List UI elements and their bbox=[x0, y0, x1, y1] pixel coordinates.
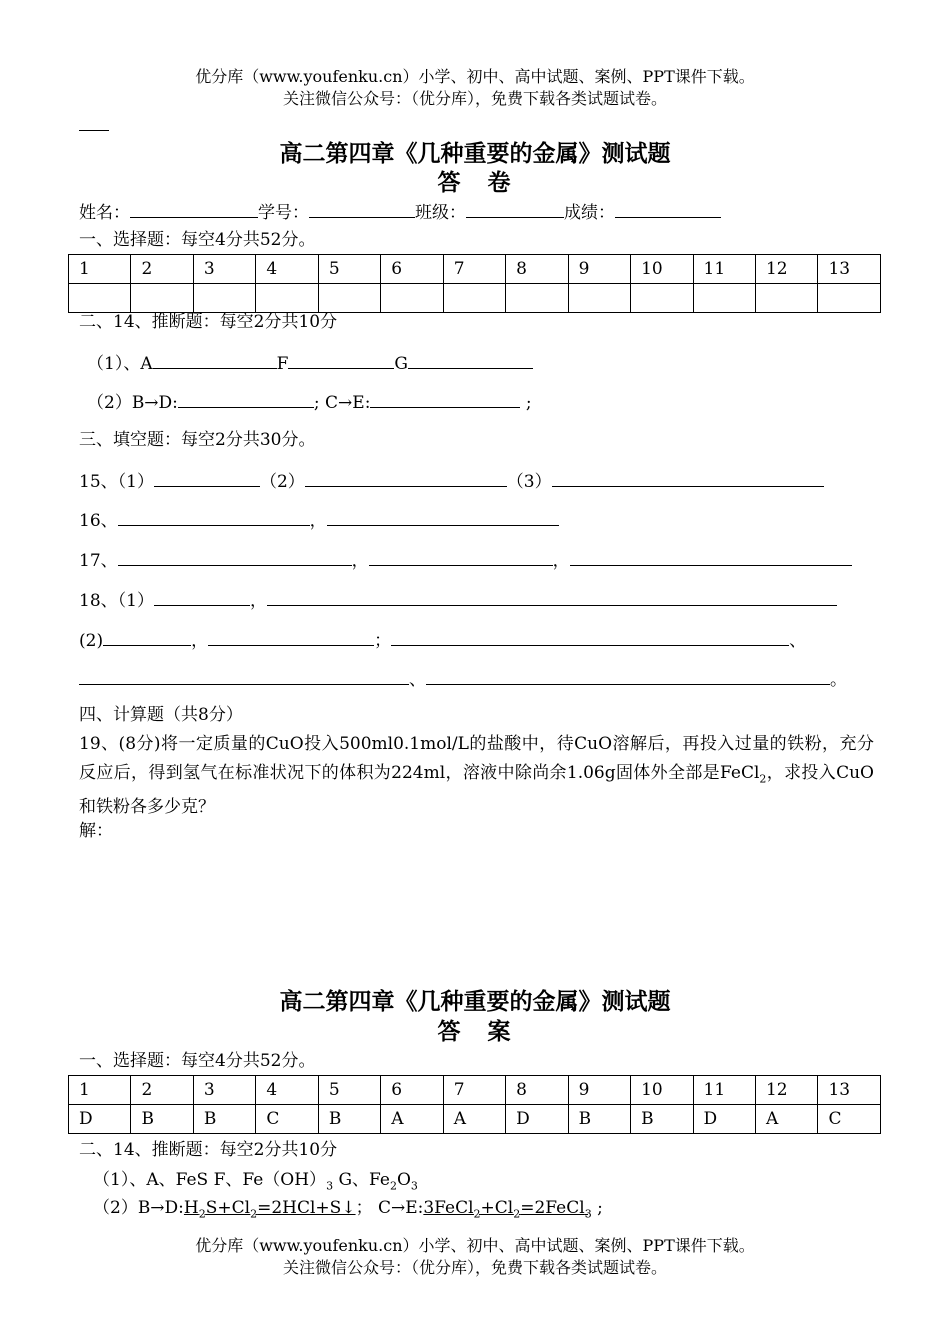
blank-18-3[interactable] bbox=[103, 628, 191, 646]
key-section2-heading: 二、14、推断题：每空2分共10分 bbox=[79, 1140, 338, 1160]
id-field[interactable] bbox=[309, 200, 415, 218]
q15-2-label: （2） bbox=[259, 472, 305, 492]
table-cell: 5 bbox=[318, 1076, 380, 1105]
blank-17-1[interactable] bbox=[118, 548, 352, 566]
subscript: 3 bbox=[584, 1207, 592, 1221]
score-field[interactable] bbox=[615, 200, 721, 218]
table-cell: D bbox=[506, 1105, 568, 1134]
class-field[interactable] bbox=[466, 200, 564, 218]
eq-part: 3FeCl bbox=[423, 1198, 474, 1218]
q14-part1 bbox=[87, 351, 533, 375]
site-header-line1: 优分库（www.youfenku.cn）小学、初中、高中试题、案例、PPT课件下载。 bbox=[195, 67, 755, 86]
table-row bbox=[69, 1076, 881, 1105]
subscript: 2 bbox=[250, 1207, 258, 1221]
table-cell: 1 bbox=[69, 1076, 131, 1105]
comma: ， bbox=[191, 631, 209, 651]
blank-ce[interactable] bbox=[370, 390, 520, 408]
answer-cell[interactable] bbox=[131, 284, 193, 313]
blank-16-2[interactable] bbox=[327, 508, 559, 526]
blank-bd[interactable] bbox=[178, 390, 314, 408]
name-field[interactable] bbox=[130, 200, 258, 218]
solve-label: 解： bbox=[79, 821, 113, 841]
table-cell: A bbox=[755, 1105, 817, 1134]
q14-part2 bbox=[87, 390, 532, 414]
blank-g[interactable] bbox=[408, 351, 533, 369]
table-cell: 11 bbox=[693, 255, 755, 284]
table-cell: 2 bbox=[131, 255, 193, 284]
table-cell: 12 bbox=[755, 255, 817, 284]
equation-bd bbox=[183, 1198, 356, 1221]
q19-text-b: ，求投入CuO和铁粉各多少克？ bbox=[79, 763, 874, 818]
key-q14-2-label: （2）B→D: bbox=[93, 1198, 184, 1218]
subscript: 3 bbox=[326, 1179, 334, 1193]
comma: ， bbox=[309, 511, 327, 531]
table-cell: A bbox=[443, 1105, 505, 1134]
table-cell: 8 bbox=[506, 255, 568, 284]
q18-part3 bbox=[79, 667, 847, 691]
table-cell: 10 bbox=[631, 255, 693, 284]
subscript: 3 bbox=[410, 1179, 418, 1193]
section1-heading: 一、选择题：每空4分共52分。 bbox=[79, 230, 316, 250]
eq-part: =2HCl+S↓ bbox=[257, 1198, 356, 1218]
table-cell: 13 bbox=[818, 255, 881, 284]
table-cell: 8 bbox=[506, 1076, 568, 1105]
blank-15-2[interactable] bbox=[305, 469, 507, 487]
answer-cell[interactable] bbox=[631, 284, 693, 313]
table-cell: 6 bbox=[381, 255, 443, 284]
key-q14-1-a: （1）、A、FeS F、Fe（OH） bbox=[93, 1170, 327, 1190]
table-cell: 12 bbox=[755, 1076, 817, 1105]
q16 bbox=[79, 508, 559, 532]
answer-cell[interactable] bbox=[381, 284, 443, 313]
table-cell: D bbox=[693, 1105, 755, 1134]
answer-cell[interactable] bbox=[193, 284, 255, 313]
table-cell: 6 bbox=[381, 1076, 443, 1105]
blank-15-1[interactable] bbox=[154, 469, 260, 487]
table-cell: D bbox=[69, 1105, 131, 1134]
blank-17-2[interactable] bbox=[369, 548, 553, 566]
table-cell: B bbox=[193, 1105, 255, 1134]
table-row bbox=[69, 1105, 881, 1134]
end-semicolon: ; bbox=[520, 393, 532, 413]
answer-cell[interactable] bbox=[443, 284, 505, 313]
period: 。 bbox=[830, 670, 847, 690]
q18-2-label: (2) bbox=[79, 631, 104, 651]
q17-label: 17、 bbox=[79, 551, 118, 571]
q14-part1-label: （1）、A bbox=[87, 354, 153, 374]
table-cell: 5 bbox=[318, 255, 380, 284]
answer-cell[interactable] bbox=[69, 284, 131, 313]
q18-label: 18、（1） bbox=[79, 591, 154, 611]
class-label: 班级： bbox=[415, 203, 466, 223]
table-cell: 13 bbox=[818, 1076, 881, 1105]
table-cell: A bbox=[381, 1105, 443, 1134]
blank-18-1[interactable] bbox=[154, 588, 250, 606]
comma: ， bbox=[351, 551, 369, 571]
subscript: 2 bbox=[389, 1179, 397, 1193]
section2-heading: 二、14、推断题：每空2分共10分 bbox=[79, 312, 338, 332]
table-cell: C bbox=[818, 1105, 881, 1134]
dun-mark: 、 bbox=[409, 670, 426, 690]
table-cell: 11 bbox=[693, 1076, 755, 1105]
table-cell: 4 bbox=[256, 1076, 318, 1105]
subscript: 2 bbox=[513, 1207, 521, 1221]
answer-key-title: 高二第四章《几种重要的金属》测试题 bbox=[279, 989, 671, 1015]
site-header-line2: 关注微信公众号：（优分库），免费下载各类试题试卷。 bbox=[282, 89, 667, 108]
dun-mark: 、 bbox=[789, 631, 807, 651]
eq-part: +Cl bbox=[480, 1198, 514, 1218]
table-cell: B bbox=[568, 1105, 630, 1134]
key-q14-part2 bbox=[93, 1197, 603, 1225]
label-f: F bbox=[276, 354, 289, 374]
table-cell: 10 bbox=[631, 1076, 693, 1105]
q17 bbox=[79, 548, 852, 572]
answer-cell[interactable] bbox=[693, 284, 755, 313]
answer-cell[interactable] bbox=[755, 284, 817, 313]
answer-cell[interactable] bbox=[506, 284, 568, 313]
answer-sheet-title: 高二第四章《几种重要的金属》测试题 bbox=[279, 141, 671, 167]
subscript: 2 bbox=[198, 1207, 206, 1221]
table-cell: 3 bbox=[193, 255, 255, 284]
table-cell: B bbox=[631, 1105, 693, 1134]
answer-sheet-choice-table bbox=[68, 254, 881, 313]
table-cell: 7 bbox=[443, 255, 505, 284]
semicolon: ； bbox=[374, 631, 392, 651]
blank-18-7[interactable] bbox=[426, 667, 830, 685]
section3-heading: 三、填空题：每空2分共30分。 bbox=[79, 430, 316, 450]
short-dash bbox=[79, 130, 109, 131]
blank-16-1[interactable] bbox=[118, 508, 310, 526]
id-label: 学号： bbox=[258, 203, 309, 223]
answer-key-choice-table bbox=[68, 1075, 881, 1134]
blank-18-2[interactable] bbox=[267, 588, 837, 606]
answer-key-subtitle: 答 案 bbox=[437, 1019, 513, 1045]
key-q14-part1 bbox=[93, 1169, 418, 1197]
table-cell: 1 bbox=[69, 255, 131, 284]
table-cell: 7 bbox=[443, 1076, 505, 1105]
table-cell: 9 bbox=[568, 1076, 630, 1105]
label-ce: ; C→E: bbox=[313, 393, 371, 413]
blank-18-6[interactable] bbox=[79, 667, 409, 685]
site-footer-line2: 关注微信公众号：（优分库），免费下载各类试题试卷。 bbox=[282, 1258, 667, 1277]
eq-part: H bbox=[183, 1198, 199, 1218]
equation-ce bbox=[423, 1198, 592, 1221]
label-g: G bbox=[394, 354, 408, 374]
section4-heading: 四、计算题（共8分） bbox=[79, 705, 243, 725]
q19-text bbox=[79, 730, 874, 822]
answer-sheet-subtitle: 答 卷 bbox=[437, 170, 513, 196]
blank-15-3[interactable] bbox=[552, 469, 824, 487]
table-cell: B bbox=[131, 1105, 193, 1134]
comma: ， bbox=[249, 591, 267, 611]
key-section1-heading: 一、选择题：每空4分共52分。 bbox=[79, 1051, 316, 1071]
blank-18-4[interactable] bbox=[208, 628, 374, 646]
key-q14-2-end: ; bbox=[591, 1198, 603, 1218]
q18-part1 bbox=[79, 588, 837, 612]
q16-label: 16、 bbox=[79, 511, 118, 531]
q15-label: 15、（1） bbox=[79, 472, 154, 492]
site-footer-line1: 优分库（www.youfenku.cn）小学、初中、高中试题、案例、PPT课件下载。 bbox=[195, 1236, 755, 1255]
q14-part2-label: （2）B→D: bbox=[87, 393, 178, 413]
answer-cell[interactable] bbox=[256, 284, 318, 313]
score-label: 成绩： bbox=[564, 203, 615, 223]
eq-part: S+Cl bbox=[205, 1198, 251, 1218]
q19-text-a: 19、(8分)将一定质量的CuO投入500ml0.1mol/L的盐酸中，待CuO溶解后，再投入过量的铁粉，充分反应后，得到氢气在标准状况下的体积为224ml，溶液中除尚余1.06g固体外全部是FeCl bbox=[79, 734, 874, 783]
q18-part2 bbox=[79, 628, 806, 652]
key-q14-1-g: G、Fe bbox=[333, 1170, 390, 1190]
key-q14-1-o: O bbox=[396, 1170, 411, 1190]
table-cell: B bbox=[318, 1105, 380, 1134]
answer-cell[interactable] bbox=[818, 284, 881, 313]
blank-18-5[interactable] bbox=[391, 628, 789, 646]
comma: ， bbox=[552, 551, 570, 571]
table-row bbox=[69, 284, 881, 313]
blank-a[interactable] bbox=[153, 351, 277, 369]
table-cell: 3 bbox=[193, 1076, 255, 1105]
eq-part: =2FeCl bbox=[520, 1198, 585, 1218]
q15 bbox=[79, 469, 824, 493]
table-cell: 2 bbox=[131, 1076, 193, 1105]
blank-17-3[interactable] bbox=[570, 548, 852, 566]
q15-3-label: （3） bbox=[506, 472, 552, 492]
student-info-row bbox=[79, 200, 721, 224]
q19-subscript: 2 bbox=[759, 772, 767, 786]
blank-f[interactable] bbox=[288, 351, 394, 369]
answer-cell[interactable] bbox=[318, 284, 380, 313]
table-cell: C bbox=[256, 1105, 318, 1134]
table-cell: 9 bbox=[568, 255, 630, 284]
table-cell: 4 bbox=[256, 255, 318, 284]
table-row bbox=[69, 255, 881, 284]
key-q14-2-mid: ； C→E: bbox=[355, 1198, 424, 1218]
name-label: 姓名： bbox=[79, 203, 130, 223]
subscript: 2 bbox=[473, 1207, 481, 1221]
answer-cell[interactable] bbox=[568, 284, 630, 313]
